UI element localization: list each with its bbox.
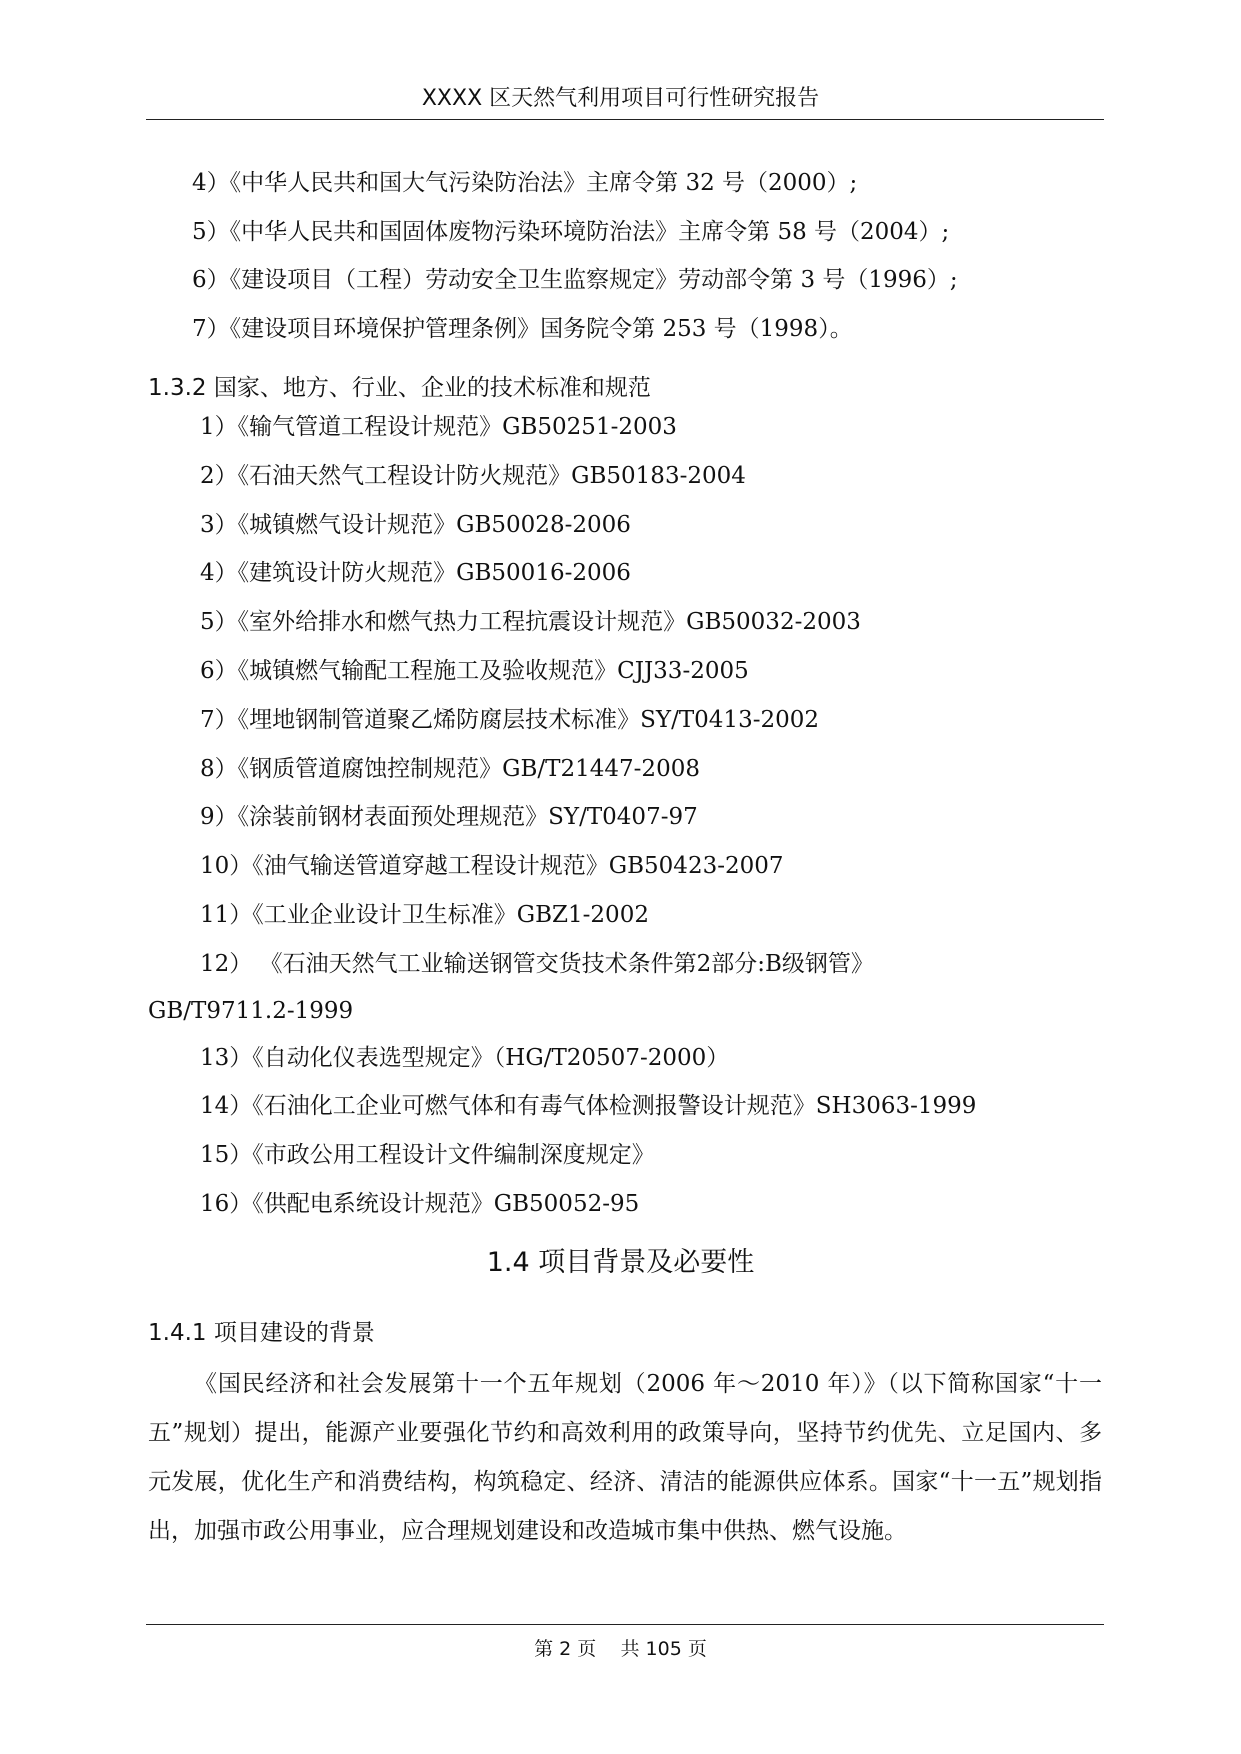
standard-item: 13）《自动化仪表选型规定》（HG/T20507-2000） [200, 1045, 730, 1071]
header-rule [146, 119, 1104, 120]
standard-item: 16）《供配电系统设计规范》GB50052-95 [200, 1191, 640, 1217]
standard-item: 8）《钢质管道腐蚀控制规范》GB/T21447-2008 [200, 756, 700, 782]
footer-rule [146, 1624, 1104, 1625]
standard-item: 2）《石油天然气工程设计防火规范》GB50183-2004 [200, 463, 746, 489]
standard-item: 12） 《石油天然气工业输送钢管交货技术条件第2部分:B级钢管》 [200, 951, 874, 977]
background-paragraph: 《国民经济和社会发展第十一个五年规划（2006 年～2010 年）》（以下简称国家“十一五”规划）提出，能源产业要强化节约和高效利用的政策导向，坚持节约优先、立足国内、多元发展，优化生产和消费结构，构筑稳定、经济、清洁的能源供应体系。国家“十一五”规划指出，加强市政公用事业，应合理规划建设和改造城市集中供热、燃气设施。 [148, 1371, 1102, 1544]
law-item: 5）《中华人民共和国固体废物污染环境防治法》主席令第 58 号（2004）; [192, 219, 950, 245]
section-title-1-4: 1.4 项目背景及必要性 [486, 1247, 755, 1278]
standard-item: 7）《埋地钢制管道聚乙烯防腐层技术标准》SY/T0413-2002 [200, 707, 820, 733]
standard-item: 5）《室外给排水和燃气热力工程抗震设计规范》GB50032-2003 [200, 609, 861, 635]
page-footer [0, 1636, 1241, 1662]
standard-item: 6）《城镇燃气输配工程施工及验收规范》CJJ33-2005 [200, 658, 749, 684]
page-header: XXXX 区天然气利用项目可行性研究报告 [421, 86, 820, 111]
standard-item: 4）《建筑设计防火规范》GB50016-2006 [200, 560, 631, 586]
page-total: 共 105 页 [620, 1638, 707, 1660]
standard-item: 3）《城镇燃气设计规范》GB50028-2006 [200, 512, 631, 538]
section-heading-1-4-1: 1.4.1 项目建设的背景 [148, 1320, 375, 1346]
page-number: 第 2 页 [534, 1638, 597, 1660]
standard-item-continuation: GB/T9711.2-1999 [148, 998, 354, 1024]
standard-item: 14）《石油化工企业可燃气体和有毒气体检测报警设计规范》SH3063-1999 [200, 1093, 977, 1119]
standard-item: 11）《工业企业设计卫生标准》GBZ1-2002 [200, 902, 649, 928]
law-item: 6）《建设项目（工程）劳动安全卫生监察规定》劳动部令第 3 号（1996）; [192, 267, 958, 293]
standard-item: 9）《涂装前钢材表面预处理规范》SY/T0407-97 [200, 804, 698, 830]
standard-item: 1）《输气管道工程设计规范》GB50251-2003 [200, 414, 677, 440]
standard-item: 15）《市政公用工程设计文件编制深度规定》 [200, 1142, 655, 1168]
section-heading-1-3-2: 1.3.2 国家、地方、行业、企业的技术标准和规范 [148, 375, 651, 401]
law-item: 7）《建设项目环境保护管理条例》国务院令第 253 号（1998）。 [192, 316, 853, 342]
law-item: 4）《中华人民共和国大气污染防治法》主席令第 32 号（2000）; [192, 170, 858, 196]
standard-item: 10）《油气输送管道穿越工程设计规范》GB50423-2007 [200, 853, 784, 879]
